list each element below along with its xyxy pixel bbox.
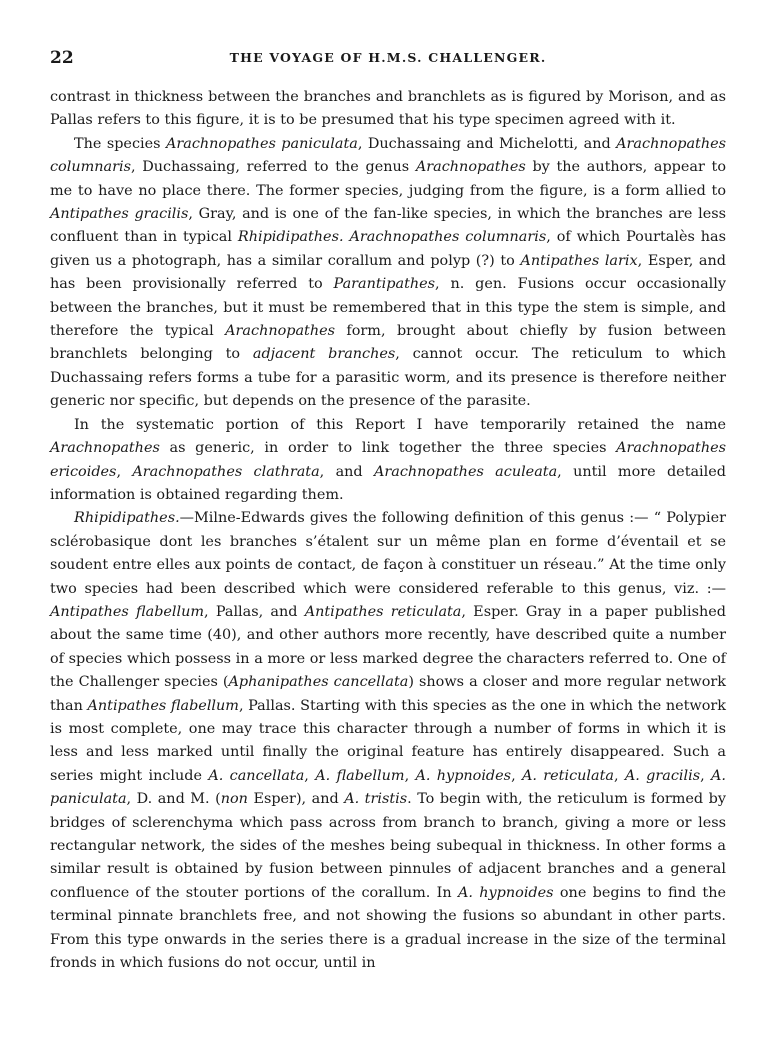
text-run: , of which Pourtalès has given us a photograph, has a similar corallum and polyp (?) to <box>50 229 727 269</box>
text-run: by the authors, appear to me to have no place there. The former species, judging from the figure, is a form allied to <box>50 159 726 199</box>
text-run: one begins to find the terminal pinnate branchlets free, and not showing the fusions so abundant in other parts. From this type onwards in the series there is a gradual increase in the size of the terminal fronds in which fusions do not occur, until in <box>50 884 726 972</box>
text-run: as generic, in order to link together the three species <box>159 440 617 457</box>
text-run: , Duchassaing and Michelotti, and <box>357 135 617 152</box>
italic-text: Antipathes flabellum <box>50 603 205 620</box>
text-run: , <box>511 767 522 784</box>
paragraph <box>50 86 726 133</box>
italic-text: Arachnopathes ericoides <box>50 440 726 480</box>
text-run: . To begin with, the reticulum is formed by bridges of sclerenchyma which pass across from branch to branch, giving a more or less rectangular network, the sides of the meshes being subequal in thickness. In other forms a similar result is obtained by fusion between pinnules of adjacent branches and a general confluence of the stouter portions of the corallum. In <box>50 791 726 901</box>
italic-text: Arachnopathes columnaris <box>349 229 547 246</box>
italic-text: adjacent branches <box>252 346 396 363</box>
page-header <box>50 44 726 72</box>
body-text <box>50 86 726 975</box>
paragraph <box>50 133 726 414</box>
italic-text: Arachnopathes clathrata <box>132 463 320 480</box>
italic-text: Aphanipathes cancellata <box>228 674 409 691</box>
paragraph <box>50 507 726 975</box>
text-run: contrast in thickness between the branches and branchlets as is figured by Morison, and as Pallas refers to this figure, it is to be presumed that his type specimen agreed with it. <box>50 89 726 129</box>
text-run: , <box>404 767 416 784</box>
italic-text: A. flabellum <box>315 767 405 784</box>
text-run: ) shows a closer and more regular network than <box>50 674 726 714</box>
italic-text: Rhipidipathes. <box>237 229 344 246</box>
text-run: , <box>304 767 316 784</box>
italic-text: Arachnopathes aculeata <box>373 463 558 480</box>
text-run: , <box>613 767 625 784</box>
italic-text: Parantipathes <box>333 276 436 293</box>
text-run: In the systematic portion of this Report I have temporarily retained the name <box>74 416 726 433</box>
page-number: 22 <box>50 48 74 68</box>
text-run: , Esper. Gray in a paper published about the same time (40), and other authors more recently, have described quite a number of species which possess in a more or less marked degree the characters referred to. One of the Challenger species ( <box>50 603 726 691</box>
text-run: The species <box>74 135 166 152</box>
italic-text: Antipathes larix <box>520 252 638 269</box>
italic-text: Arachnopathes <box>50 440 160 457</box>
text-run: , Pallas. Starting with this species as the one in which the network is most complete, one may trace this character through a number of forms in which it is less and less marked until finally the original feature has entirely disappeared. Such a series might include <box>50 697 726 784</box>
italic-text: non <box>220 791 248 808</box>
text-run: Esper), and <box>247 791 345 808</box>
italic-text: A. cancellata <box>208 767 305 784</box>
text-run: , <box>116 463 133 480</box>
italic-text: Antipathes reticulata <box>304 603 462 620</box>
text-run: , n. gen. Fusions occur occasionally between the branches, but it must be remembered that in this type the stem is simple, and therefore the typical <box>50 276 726 340</box>
italic-text: Antipathes gracilis <box>50 206 189 223</box>
italic-text: A. tristis <box>344 791 408 808</box>
text-run: , and <box>319 463 374 480</box>
italic-text: A. reticulata <box>521 767 614 784</box>
italic-text: A. gracilis <box>624 767 701 784</box>
text-run: , cannot occur. The reticulum to which Duchassaing refers forms a tube for a parasitic worm, and its presence is therefore neither generic nor specific, but depends on the presence of the parasite. <box>50 346 726 410</box>
text-run: form, brought about chiefly by fusion between branchlets belonging to <box>50 323 726 363</box>
italic-text: A. hypnoides <box>415 767 512 784</box>
running-title: THE VOYAGE OF H.M.S. CHALLENGER. <box>229 50 547 65</box>
italic-text: Arachnopathes <box>225 323 336 340</box>
italic-text: A. hypnoides <box>457 884 554 901</box>
text-run: , Duchassaing, referred to the genus <box>130 159 416 176</box>
text-run: , Gray, and is one of the fan-like species, in which the branches are less confluent than in typical <box>50 206 726 246</box>
text-run: , D. and M. ( <box>126 791 221 808</box>
italic-text: Arachnopathes paniculata <box>165 135 358 152</box>
text-run: , Esper, and has been provisionally referred to <box>50 252 726 293</box>
italic-text: Arachnopathes columnaris <box>50 135 727 176</box>
italic-text: A. paniculata <box>50 767 726 808</box>
italic-text: Arachnopathes <box>415 159 526 176</box>
italic-text: Rhipidipathes. <box>74 510 180 527</box>
text-run: —Milne-Edwards gives the following definition of this genus :— “ Polypier sclérobasique dont les branches s’étalent sur un même plan en forme d’éventail et se soudent entre elles aux points de contact, de façon à constituer un réseau.” At the time only two species had been described which were considered referable to this genus, viz. :— <box>50 510 726 597</box>
text-run: , Pallas, and <box>204 603 305 620</box>
italic-text: Antipathes flabellum <box>87 697 239 714</box>
paragraph <box>50 414 726 508</box>
text-run: , <box>700 767 712 784</box>
text-run: , until more detailed information is obtained regarding them. <box>50 463 726 503</box>
